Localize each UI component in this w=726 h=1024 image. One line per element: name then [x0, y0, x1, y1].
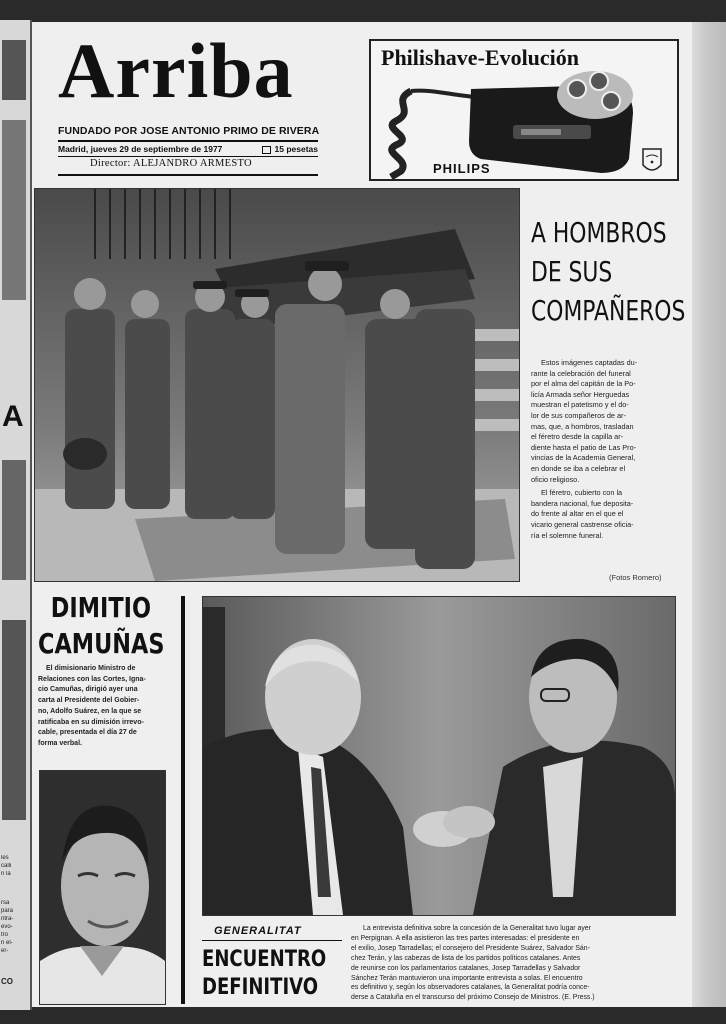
adjacent-text-fragment: ntra-: [1, 916, 14, 922]
adjacent-text-fragment: CO: [1, 978, 13, 985]
issue-price: 15 pesetas: [262, 144, 318, 154]
photo-funeral-procession: [34, 188, 520, 582]
adjacent-photo-strip: [2, 40, 26, 100]
funeral-photo-illustration: [35, 189, 519, 581]
masthead-rule: [58, 174, 318, 176]
adjacent-photo-strip: [2, 120, 26, 300]
adjacent-text-fragment: rsa: [1, 900, 10, 906]
top-story-paragraph-1: Estos imágenes captadas du- rante la celebración del funeral por el alma del capitán de la Po- licía Armada señor Herguedas muestran el patetismo y el do- lor de sus compañeros de ar- mas, que, a hombros, trasladan el féretro desde la capilla ar- diente hasta el patio de Las Pro- vincias de la Academia General, en donde se iba a celebrar el oficio religioso.: [531, 358, 638, 484]
top-story-headline: [531, 213, 685, 330]
photo-credit: (Fotos Romero): [609, 573, 662, 582]
headline-line: CAMUÑAS: [38, 627, 165, 660]
handshake-photo-illustration: [203, 597, 675, 915]
column-rule: [181, 596, 185, 1004]
ad-brand: PHILIPS: [433, 161, 491, 176]
masthead-title: Arriba: [58, 27, 294, 114]
postage-mark-icon: [262, 146, 271, 154]
bottom-story-headline: [202, 946, 326, 1002]
adjacent-photo-strip: [2, 620, 26, 820]
bottom-story-body: La entrevista definitiva sobre la concesión de la Generalitat tuvo lugar ayer en Perpignan. A ella asistieron las tres partes interesadas: el presidente en el exilio, Josep Tarradellas; el consejero del Presidente Suárez, Salvador Sán- chez Terán, y las cabezas de lista de los partidos políticos catalanes. Antes de reunirse con los parlamentarios catalanes, Josep Tarradellas y Salvador Sánchez Terán mantuvieron una importante entrevista a solas. El encuentro es definitivo y, según los observadores catalanes, la Generalitat podría conce- derse a Cataluña en el transcurso del próximo Consejo de Ministros. (E. Press.): [351, 925, 595, 1002]
adjacent-text-fragment: para: [1, 908, 14, 914]
adjacent-text-fragment: n el-: [1, 940, 13, 946]
headline-line: DE SUS: [531, 255, 613, 288]
headline-line: DEFINITIVO: [202, 975, 319, 1000]
photo-handshake-tarradellas: [202, 596, 676, 916]
photo-ignacio-camunas: [39, 770, 166, 1005]
kicker-rule: [202, 940, 342, 941]
electric-shaver-illustration: [371, 41, 677, 179]
director-line: Director: ALEJANDRO ARMESTO: [90, 158, 252, 169]
adjacent-text-fragment: er-: [1, 948, 9, 954]
bottom-story-kicker: GENERALITAT: [214, 925, 302, 937]
dateline: [58, 140, 318, 157]
masthead-founder-line: FUNDADO POR JOSE ANTONIO PRIMO DE RIVERA: [58, 125, 320, 137]
side-story-body: El dimisionario Ministro de Relaciones con las Cortes, Igna- cio Camuñas, dirigió ayer una carta al Presidente del Gobier- no, Adolfo Suárez, en la que se ratificaba en su dimisión irrevo- cable, presentada el día 27 de forma verbal.: [38, 665, 146, 747]
side-story-headline: [38, 590, 164, 662]
adjacent-text-fragment: n la: [1, 871, 11, 877]
adjacent-text-fragment: tro: [1, 932, 9, 938]
headline-line: ENCUENTRO: [202, 947, 327, 972]
adjacent-page-edge: [0, 20, 32, 1010]
issue-date: Madrid, jueves 29 de septiembre de 1977: [58, 144, 223, 154]
top-story-body: [531, 358, 677, 541]
headline-line: A HOMBROS: [531, 216, 667, 249]
adjacent-text-fragment: evo-: [1, 924, 13, 930]
top-story-paragraph-2: El féretro, cubierto con la bandera nacional, fue deposita- do frente al altar en el que el vicario general castrense oficia- ría el solemne funeral.: [531, 488, 634, 540]
headline-line: COMPAÑEROS: [531, 294, 686, 327]
headline-line: DIMITIO: [50, 591, 152, 624]
portrait-illustration: [40, 771, 165, 1004]
ad-title: Philishave-Evolución: [381, 45, 580, 70]
adjacent-text-fragment: les: [1, 855, 9, 861]
advertisement-philishave: [369, 39, 679, 181]
adjacent-photo-strip: [2, 460, 26, 580]
page-stack-edge: [692, 22, 726, 1007]
adjacent-text-fragment: calli: [1, 863, 12, 869]
adjacent-headline-letter: A: [2, 400, 24, 433]
